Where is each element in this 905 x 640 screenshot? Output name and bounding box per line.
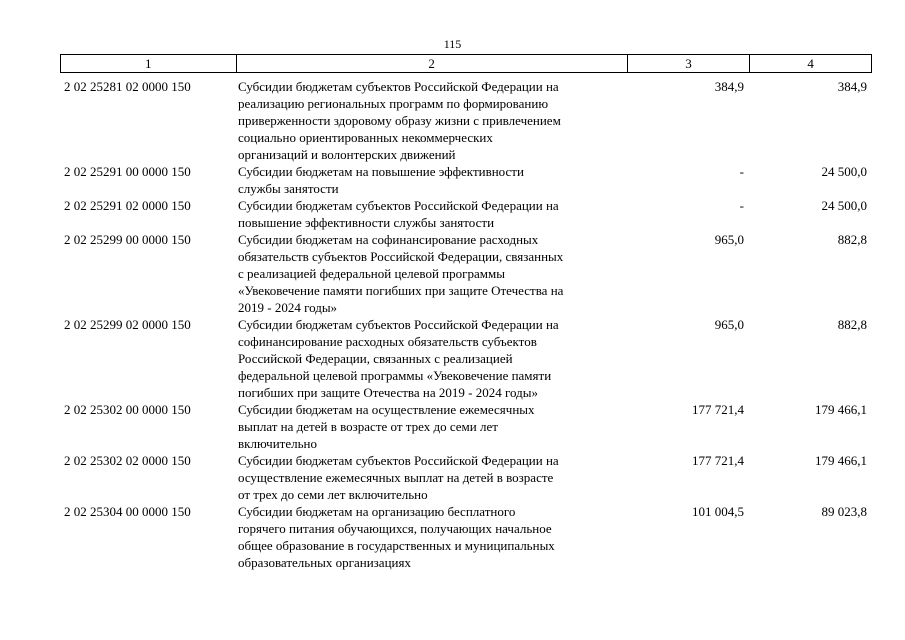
table-header (60, 54, 872, 73)
column-header-3: 3 (627, 55, 750, 72)
description-line: Субсидии бюджетам субъектов Российской Федерации на (238, 317, 559, 332)
table-row (60, 231, 872, 316)
description-line: Субсидии бюджетам субъектов Российской Федерации на (238, 79, 559, 94)
table-body (60, 78, 872, 571)
revenue-description (235, 78, 627, 163)
revenue-description (235, 452, 627, 503)
column-header-1: 1 (145, 56, 152, 71)
description-line: 2019 - 2024 годы» (238, 300, 338, 315)
revenue-description (235, 401, 627, 452)
revenue-description (235, 163, 627, 197)
amount-column-3: 965,0 (714, 232, 744, 247)
table-row (60, 452, 872, 503)
budget-code: 2 02 25302 00 0000 150 (64, 402, 191, 417)
description-line: горячего питания обучающихся, получающих начальное (238, 521, 552, 536)
description-line: службы занятости (238, 181, 339, 196)
amount-column-4: 179 466,1 (815, 453, 867, 468)
amount-column-3: 965,0 (714, 317, 744, 332)
revenue-description (235, 231, 627, 316)
page-number: 115 (443, 37, 462, 51)
amount-column-3: - (739, 164, 744, 179)
budget-code: 2 02 25291 02 0000 150 (64, 198, 191, 213)
column-header-2: 2 (236, 55, 627, 72)
description-line: софинансирование расходных обязательств субъектов (238, 334, 537, 349)
description-line: Субсидии бюджетам на софинансирование расходных (238, 232, 539, 247)
description-line: организаций и волонтерских движений (238, 147, 456, 162)
description-line: повышение эффективности службы занятости (238, 215, 495, 230)
description-line: Субсидии бюджетам на повышение эффективности (238, 164, 524, 179)
description-line: выплат на детей в возрасте от трех до семи лет (238, 419, 498, 434)
budget-code: 2 02 25281 02 0000 150 (64, 79, 191, 94)
amount-column-4: 89 023,8 (821, 504, 867, 519)
revenue-description (235, 197, 627, 231)
description-line: общее образование в государственных и муниципальных (238, 538, 555, 553)
budget-code: 2 02 25291 00 0000 150 (64, 164, 191, 179)
budget-code: 2 02 25302 02 0000 150 (64, 453, 191, 468)
budget-code: 2 02 25299 00 0000 150 (64, 232, 191, 247)
table-row (60, 78, 872, 163)
description-line: осуществление ежемесячных выплат на детей в возрасте (238, 470, 554, 485)
budget-code: 2 02 25299 02 0000 150 (64, 317, 191, 332)
description-line: реализацию региональных программ по формированию (238, 96, 549, 111)
description-line: Субсидии бюджетам субъектов Российской Федерации на (238, 453, 559, 468)
amount-column-3: 177 721,4 (692, 453, 744, 468)
description-line: от трех до семи лет включительно (238, 487, 428, 502)
description-line: погибших при защите Отечества на 2019 - 2024 годы» (238, 385, 538, 400)
description-line: с реализацией федеральной целевой программы (238, 266, 505, 281)
description-line: образовательных организациях (238, 555, 411, 570)
table-row (60, 503, 872, 571)
table-row (60, 401, 872, 452)
description-line: Субсидии бюджетам на организацию бесплатного (238, 504, 516, 519)
amount-column-3: 177 721,4 (692, 402, 744, 417)
amount-column-3: 101 004,5 (692, 504, 744, 519)
amount-column-4: 24 500,0 (821, 164, 867, 179)
description-line: приверженности здоровому образу жизни с привлечением (238, 113, 561, 128)
amount-column-3: 384,9 (714, 79, 744, 94)
amount-column-4: 882,8 (837, 232, 867, 247)
revenue-description (235, 316, 627, 401)
amount-column-3: - (739, 198, 744, 213)
description-line: Российской Федерации, связанных с реализацией (238, 351, 513, 366)
description-line: обязательств субъектов Российской Федерации, связанных (238, 249, 564, 264)
description-line: включительно (238, 436, 317, 451)
amount-column-4: 24 500,0 (821, 198, 867, 213)
budget-code: 2 02 25304 00 0000 150 (64, 504, 191, 519)
description-line: федеральной целевой программы «Увековечение памяти (238, 368, 552, 383)
table-row (60, 316, 872, 401)
table-row (60, 197, 872, 231)
description-line: «Увековечение памяти погибших при защите Отечества на (238, 283, 564, 298)
table-row (60, 163, 872, 197)
description-line: социально ориентированных некоммерческих (238, 130, 493, 145)
amount-column-4: 882,8 (837, 317, 867, 332)
description-line: Субсидии бюджетам субъектов Российской Федерации на (238, 198, 559, 213)
column-header-4: 4 (749, 55, 871, 72)
amount-column-4: 384,9 (837, 79, 867, 94)
revenue-description (235, 503, 627, 571)
description-line: Субсидии бюджетам на осуществление ежемесячных (238, 402, 535, 417)
amount-column-4: 179 466,1 (815, 402, 867, 417)
